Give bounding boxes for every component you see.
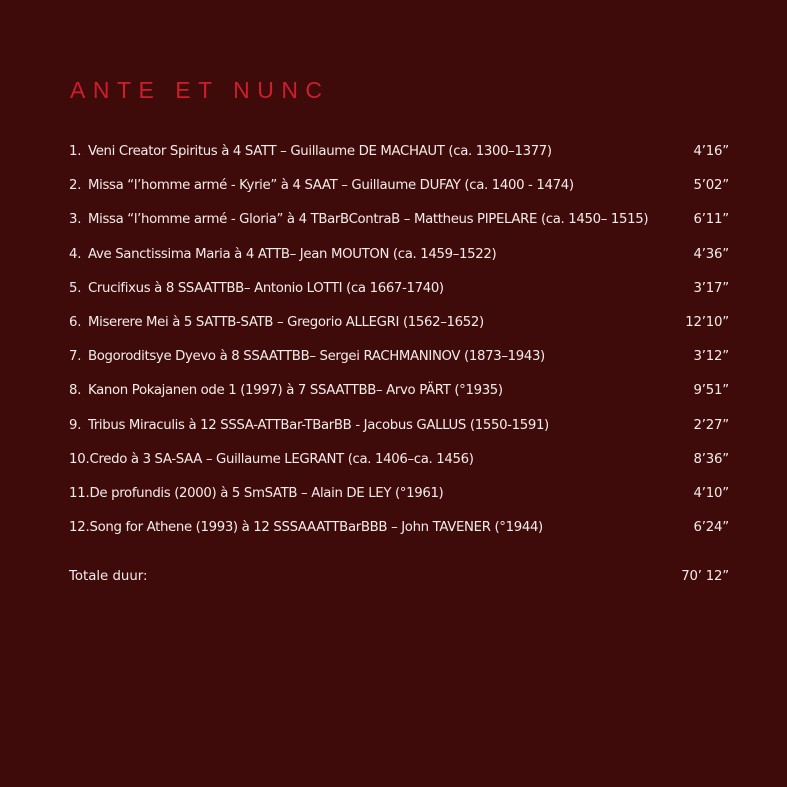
track-duration: 4’10”	[693, 485, 729, 501]
track-description: Missa “l’homme armé - Gloria” à 4 TBarBContraB – Mattheus PIPELARE (ca. 1450– 1515)	[88, 212, 649, 228]
track-description: Bogoroditsye Dyevo à 8 SSAATTBB– Sergei RACHMANINOV (1873–1943)	[88, 349, 545, 365]
track-number: 4.	[69, 246, 82, 262]
track-row	[69, 448, 729, 482]
track-duration: 4’36”	[693, 246, 729, 262]
track-row	[69, 414, 729, 448]
track-number: 10.	[69, 451, 90, 467]
track-description: Crucifixus à 8 SSAATTBB– Antonio LOTTI (ca 1667-1740)	[88, 280, 444, 296]
track-duration: 3’17”	[693, 280, 729, 296]
track-duration: 5’02”	[693, 178, 729, 194]
track-number: 8.	[69, 383, 82, 399]
track-row	[69, 345, 729, 379]
track-duration: 3’12”	[693, 349, 729, 365]
track-row	[69, 482, 729, 516]
track-row	[69, 277, 729, 311]
track-number: 3.	[69, 212, 82, 228]
track-number: 12.	[69, 520, 90, 536]
track-description: De profundis (2000) à 5 SmSATB – Alain DE LEY (°1961)	[89, 485, 444, 501]
track-number: 6.	[69, 314, 82, 330]
album-title: ANTE ET NUNC	[70, 77, 330, 103]
track-list	[69, 140, 729, 550]
track-number: 2.	[69, 178, 82, 194]
track-description: Ave Sanctissima Maria à 4 ATTB– Jean MOUTON (ca. 1459–1522)	[88, 246, 497, 262]
track-duration: 12’10”	[685, 314, 729, 330]
track-duration: 2’27”	[693, 417, 729, 433]
track-duration: 4’16”	[693, 144, 729, 159]
track-description: Song for Athene (1993) à 12 SSSAAATTBarBBB – John TAVENER (°1944)	[89, 520, 543, 536]
track-duration: 8’36”	[693, 451, 729, 467]
track-description: Tribus Miraculis à 12 SSSA-ATTBar-TBarBB - Jacobus GALLUS (1550-1591)	[88, 417, 549, 433]
track-duration: 9’51”	[693, 383, 729, 399]
track-description: Veni Creator Spiritus à 4 SATT – Guillaume DE MACHAUT (ca. 1300–1377)	[88, 144, 552, 159]
track-row	[69, 243, 729, 277]
track-duration: 6’24”	[693, 520, 729, 536]
track-row	[69, 140, 729, 174]
track-row	[69, 208, 729, 242]
track-description: Missa “l’homme armé - Kyrie” à 4 SAAT – Guillaume DUFAY (ca. 1400 - 1474)	[88, 178, 574, 194]
total-duration-row	[69, 565, 729, 589]
track-row	[69, 379, 729, 413]
track-number: 7.	[69, 349, 82, 365]
track-row	[69, 311, 729, 345]
track-row	[69, 516, 729, 550]
track-description: Kanon Pokajanen ode 1 (1997) à 7 SSAATTBB– Arvo PÄRT (°1935)	[88, 383, 503, 399]
track-duration: 6’11”	[693, 212, 729, 228]
track-number: 5.	[69, 280, 82, 296]
total-duration-value: 70’ 12”	[681, 569, 729, 584]
track-description: Credo à 3 SA-SAA – Guillaume LEGRANT (ca. 1406–ca. 1456)	[89, 451, 474, 467]
track-number: 9.	[69, 417, 82, 433]
track-description: Miserere Mei à 5 SATTB-SATB – Gregorio ALLEGRI (1562–1652)	[88, 314, 484, 330]
track-number: 11.	[69, 485, 90, 501]
track-number: 1.	[69, 144, 82, 159]
total-duration-label: Totale duur:	[69, 569, 148, 584]
track-row	[69, 174, 729, 208]
